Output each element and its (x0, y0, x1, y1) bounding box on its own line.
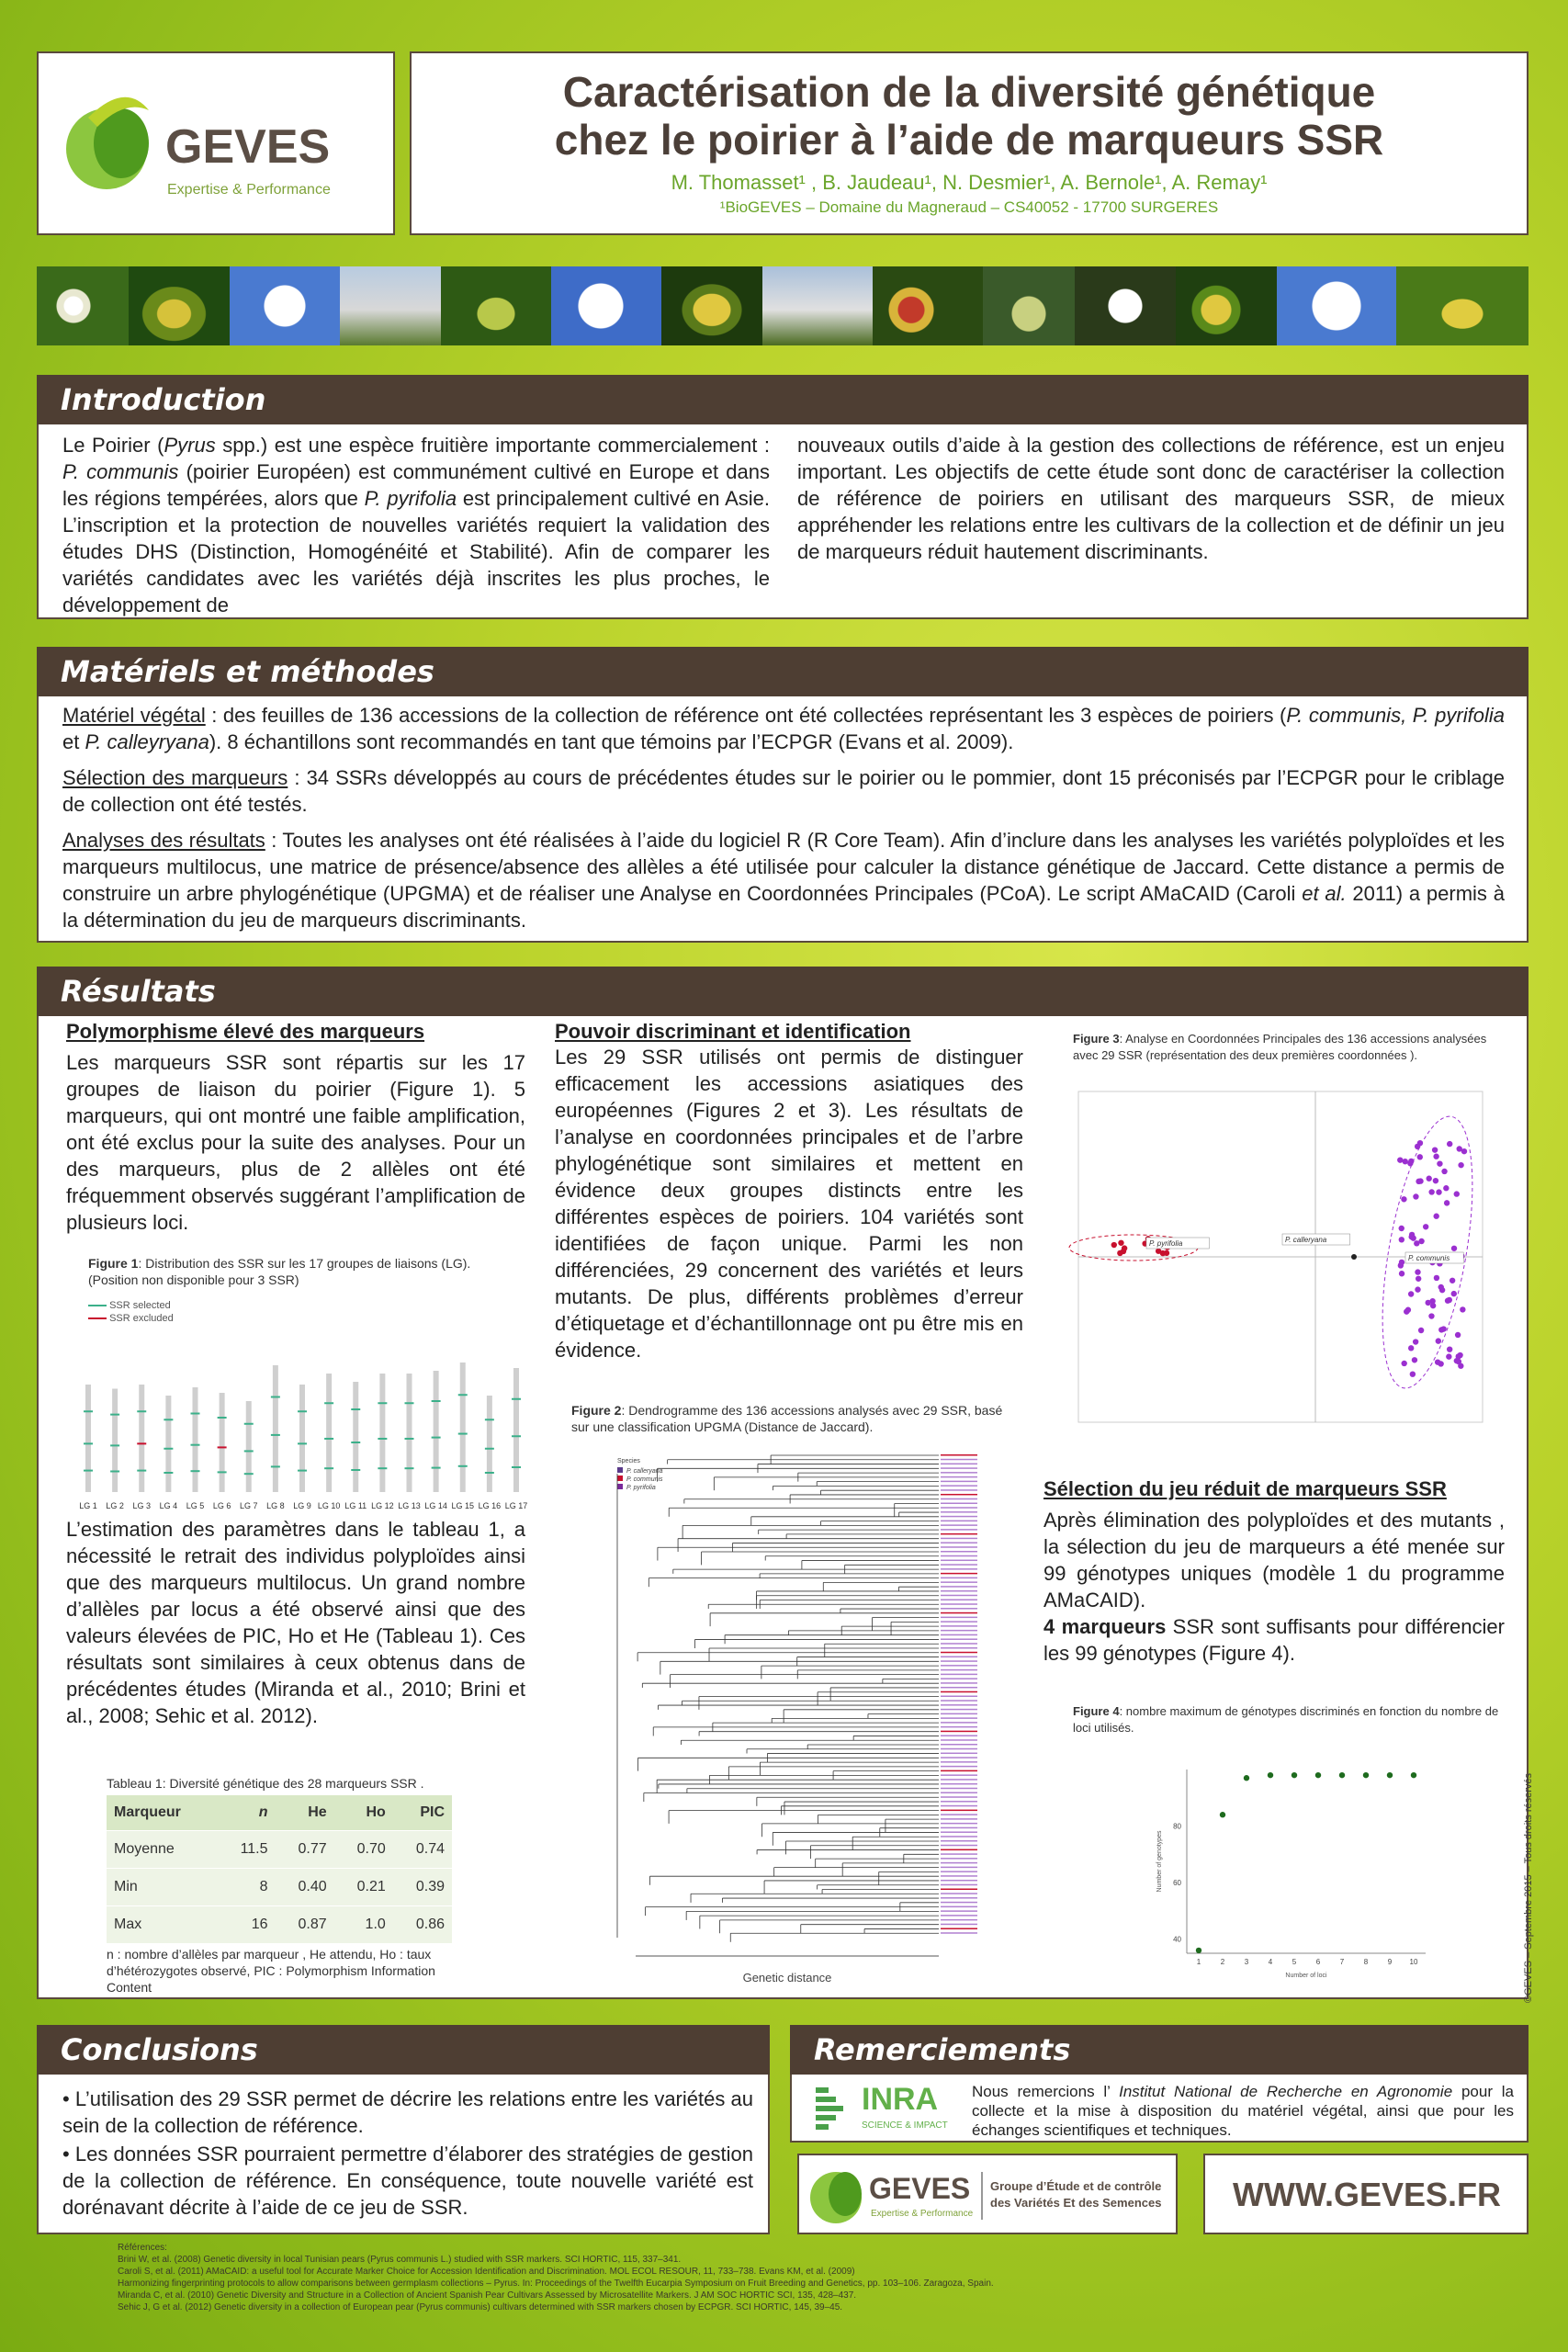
fig1-lg-bar (487, 1396, 492, 1492)
table1-cell: 0.87 (276, 1906, 334, 1944)
fig3-point-communis (1399, 1271, 1404, 1276)
fig4-point (1244, 1775, 1249, 1781)
fig3-point-communis (1410, 1371, 1416, 1376)
references-title: Références: (118, 2243, 167, 2253)
table1-header-4: PIC (393, 1795, 452, 1831)
fig3-point-communis (1399, 1237, 1404, 1242)
geves-footer-tagline: Expertise & Performance (871, 2209, 974, 2219)
photo-red-pears (873, 266, 983, 345)
fig2-tree (617, 1455, 939, 1942)
website-link[interactable]: WWW.GEVES.FR (1233, 2176, 1501, 2213)
fig4-point (1363, 1772, 1369, 1778)
fig1-lg-label: LG 1 (79, 1501, 97, 1510)
affiliation: ¹BioGEVES – Domaine du Magneraud – CS40052 - 17700 SURGERES (719, 198, 1219, 216)
fig2-dendrogram (553, 1437, 1031, 1988)
fig4-chart (1150, 1760, 1444, 1981)
fig1-lg-bar (273, 1365, 278, 1492)
fig1-lg-label: LG 14 (424, 1501, 447, 1510)
fig3-point-pyrifolia (1111, 1242, 1117, 1248)
fig3-point-communis (1436, 1189, 1441, 1194)
title-box (410, 51, 1529, 235)
fig3-point-communis (1451, 1246, 1457, 1251)
copyright: ©GEVES – Septembre 2015 – Tous droits réservés (1523, 1772, 1534, 2003)
fig3-point-communis (1408, 1291, 1414, 1296)
fig3-point-communis (1447, 1346, 1452, 1351)
poster-title-line2: chez le poirier à l’aide de marqueurs SSR (554, 116, 1384, 164)
thanks-panel (790, 2075, 1529, 2143)
fig4-y-tick: 40 (1173, 1935, 1181, 1944)
fig3-point-communis (1458, 1162, 1463, 1168)
results-col1-p2: L’estimation des paramètres dans le tableau 1, a nécessité le retrait des individus polyploïdes ainsi que des marqueurs multilocus. Un grand nombre d’allèles par locus a été observé ainsi que des valeurs élevées de PIC, Ho et He (Tableau 1). Ces résultats sont similaires à ceux obtenus dans de précédentes études (Miranda et al., 2010; Brini et al., 2008; Sehic et al. 2012). (66, 1518, 525, 1727)
fig3-point-communis (1428, 1313, 1434, 1318)
fig2-caption: Figure 2: Dendrogramme des 136 accessions analysés avec 29 SSR, basé sur une classification UPGMA (Distance de Jaccard). (571, 1403, 1003, 1434)
fig3-pcoa (1060, 1082, 1501, 1450)
fig3-point-communis (1416, 1179, 1421, 1184)
fig1-caption: Figure 1: Distribution des SSR sur les 17 groupes de liaisons (LG). (Position non disponible pour 3 SSR) (88, 1256, 471, 1287)
fig4-x-tick: 4 (1268, 1958, 1273, 1966)
fig1-lg-bar (326, 1374, 332, 1492)
results-col3-p2: 4 marqueurs SSR sont suffisants pour différencier les 99 génotypes (Figure 4). (1043, 1615, 1505, 1665)
fig1-lg-label: LG 7 (239, 1501, 258, 1510)
fig3-point-communis (1408, 1345, 1414, 1351)
fig4-x-tick: 3 (1244, 1958, 1249, 1966)
fig3-point-communis (1401, 1196, 1406, 1202)
table1-note: n : nombre d’allèles par marqueur , He attendu, Ho : taux d’hétérozygotes observé, PIC : Polymorphism Information Content (107, 1947, 435, 1995)
table1-header-2: He (276, 1795, 334, 1831)
table1-header-row (107, 1795, 452, 1831)
fig3-point-communis (1428, 1189, 1434, 1194)
table1-cell: Max (107, 1906, 218, 1944)
fig1-lg-label: LG 11 (344, 1501, 367, 1510)
table1-cell: 0.40 (276, 1869, 334, 1906)
geves-group-line2: des Variétés Et des Semences (990, 2196, 1162, 2210)
fig3-point-communis (1434, 1275, 1439, 1281)
fig4-point (1196, 1948, 1201, 1953)
table1-cell: 0.74 (393, 1831, 452, 1869)
thanks-text: Nous remercions l’ Institut National de Recherche en Agronomie pour la collecte et la mise à disposition du matériel végétal, ainsi que pour les échanges scientifiques et techniques. (972, 2083, 1515, 2139)
table1-caption: Tableau 1: Diversité génétique des 28 marqueurs SSR . (107, 1776, 424, 1791)
logo-tagline: Expertise & Performance (167, 182, 331, 198)
fig3-point-communis (1433, 1178, 1438, 1183)
fig3-point-communis (1438, 1327, 1444, 1332)
fig3-point-communis (1429, 1298, 1435, 1304)
table1-row (107, 1906, 452, 1944)
table1-cell: 1.0 (334, 1906, 393, 1944)
fig1-lg-label: LG 12 (371, 1501, 394, 1510)
fig1-lg-label: LG 13 (398, 1501, 421, 1510)
fig4-y-label: Number of genotypes (1156, 1830, 1163, 1893)
fig3-point-communis (1416, 1276, 1421, 1282)
fig3-point-communis (1456, 1353, 1461, 1359)
table1-cell: 11.5 (218, 1831, 276, 1869)
fig3-point-communis (1444, 1200, 1450, 1205)
fig3-point-communis (1417, 1154, 1423, 1159)
photo-pear-fruit (129, 266, 230, 345)
fig3-point-communis (1399, 1226, 1404, 1231)
fig1-lg-bar (407, 1374, 412, 1492)
table1-cell: Moyenne (107, 1831, 218, 1869)
fig3-point-communis (1438, 1361, 1443, 1366)
inra-name: INRA (862, 2082, 939, 2117)
fig4-point (1268, 1772, 1273, 1778)
fig4-y-tick: 80 (1173, 1822, 1181, 1831)
fig1-chart (57, 1329, 535, 1521)
fig1-lg-bar (513, 1368, 519, 1492)
fig2-leaf-labels (941, 1454, 977, 1934)
thanks-heading: Remerciements (790, 2025, 1529, 2075)
introduction-col2: nouveaux outils d’aide à la gestion des collections de référence, est un enjeu important. Les objectifs de cette étude sont donc de caractériser la collection de référence de poiriers en utilisant des marqueurs SSR, de mieux appréhender les relations entre les cultivars de la collection et de définir un jeu de marqueurs réduit hautement discriminants. (797, 434, 1505, 563)
fig1-lg-bar (220, 1393, 225, 1492)
fig3-point-calleryana (1351, 1254, 1357, 1260)
photo-blossom-blue (551, 266, 661, 345)
fig4-x-tick: 10 (1409, 1958, 1418, 1966)
fig1-lg-bar (165, 1396, 171, 1492)
fig3-point-communis (1433, 1154, 1438, 1159)
inra-tagline: SCIENCE & IMPACT (862, 2120, 948, 2131)
reference-item: Caroli S, et al. (2011) AMaCAID: a useful tool for Accurate Marker Choice for Accession Identification and Discrimination. MOL ECOL RESOUR, 11, 733–738. Evans KM, et al. (2009) (118, 2267, 855, 2277)
fig1-lg-label: LG 3 (132, 1501, 152, 1510)
fig3-point-communis (1436, 1338, 1441, 1343)
fig3-point-communis (1415, 1286, 1420, 1292)
geves-footer-logo (797, 2154, 1178, 2234)
fig3-point-pyrifolia (1117, 1250, 1122, 1256)
fig3-point-communis (1415, 1144, 1420, 1149)
fig3-point-communis (1413, 1339, 1418, 1344)
fig3-point-communis (1443, 1185, 1449, 1191)
photo-pear-blossom (37, 266, 129, 345)
fig3-point-communis (1415, 1269, 1420, 1274)
fig1-lg-label: LG 15 (451, 1501, 475, 1510)
fig3-point-communis (1456, 1359, 1461, 1364)
table1-cell: 16 (218, 1906, 276, 1944)
geves-logo-icon (61, 90, 162, 200)
fig4-x-label: Number of loci (1285, 1973, 1327, 1979)
table1-cell: 0.39 (393, 1869, 452, 1906)
fig1-lg-bar (193, 1387, 198, 1492)
table1-cell: 0.77 (276, 1831, 334, 1869)
fig1-lg-label: LG 9 (293, 1501, 311, 1510)
methods-heading: Matériels et méthodes (37, 647, 1529, 696)
methods-marker-selection: Sélection des marqueurs : 34 SSRs développés au cours de précédentes études sur le poirier ou le pommier, dont 15 préconisés par l’ECPGR pour le criblage de collection ont été testés. (62, 766, 1505, 816)
photo-pear-yellow (661, 266, 762, 345)
fig3-species-label: P. calleryana (1285, 1236, 1327, 1244)
fig4-point (1411, 1772, 1416, 1778)
authors: M. Thomasset¹ , B. Jaudeau¹, N. Desmier¹, A. Bernole¹, A. Remay¹ (671, 171, 1268, 194)
fig3-point-communis (1446, 1353, 1451, 1359)
fig3-caption: Figure 3: Analyse en Coordonnées Principales des 136 accessions analysées avec 29 SSR (représentation des deux premières coordonnées ). (1073, 1032, 1487, 1062)
fig3-point-communis (1451, 1291, 1457, 1296)
methods-plant-material: Matériel végétal : des feuilles de 136 accessions de la collection de référence ont été collectées représentant les 3 espèces de poiriers (P. communis, P. pyrifolia et P. calleyryana). 8 échantillons sont recommandés en tant que témoins par l’ECPGR (Evans et al. 2009). (62, 704, 1505, 753)
conclusions-heading: Conclusions (37, 2025, 770, 2075)
references (118, 2242, 1404, 2313)
fig3-point-communis (1408, 1159, 1414, 1164)
fig3-point-communis (1441, 1169, 1447, 1174)
introduction-col1: Le Poirier (Pyrus spp.) est une espèce fruitière importante commercialement : P. communis (poirier Européen) est communément cultivé en Europe et dans les régions tempérées, alors que P. pyrifolia est principalement cultivé en Asie. L’inscription et la protection de nouvelles variétés requiert la validation des études DHS (Distinction, Homogénéité et Stabilité). Afin de comparer les variétés candidates avec les variétés déjà inscrites les plus proches, le développement de (62, 434, 771, 616)
inra-logo-icon (812, 2080, 858, 2135)
fig3-point-communis (1455, 1332, 1461, 1338)
fig3-point-communis (1454, 1191, 1460, 1196)
fig3-point-communis (1413, 1193, 1418, 1199)
fig1-lg-label: LG 5 (186, 1501, 205, 1510)
fig4-point (1292, 1772, 1297, 1778)
fig2-axis-label: Genetic distance (742, 1971, 832, 1984)
fig4-x-tick: 6 (1315, 1958, 1321, 1966)
table1 (107, 1795, 452, 1943)
photo-pear-single (983, 266, 1075, 345)
fig3-point-communis (1439, 1287, 1445, 1293)
fig3-point-communis (1447, 1141, 1452, 1147)
reference-item: Brini W, et al. (2008) Genetic diversity in local Tunisian pears (Pyrus communis L.) studied with SSR markers. SCI HORTIC, 115, 337–341. (118, 2255, 682, 2265)
fig1-legend: SSR selected SSR excluded (88, 1299, 174, 1325)
fig1-lg-bar (379, 1374, 385, 1492)
geves-group-line1: Groupe d’Étude et de contrôle (990, 2179, 1162, 2193)
fig4-x-tick: 9 (1387, 1958, 1393, 1966)
reference-item: Harmonizing fingerprinting protocols to allow comparisons between germplasm collections – Pyrus. In: Proceedings of the Twelfth Eucarpia Symposium on Fruit Breeding and Genetics, pp. 103–106. Zaragoza, Spain. (118, 2278, 994, 2289)
fig1-lg-bar (139, 1385, 144, 1492)
results-panel (37, 1016, 1529, 1999)
fig4-x-tick: 8 (1363, 1958, 1369, 1966)
fig1-lg-label: LG 10 (317, 1501, 341, 1510)
fig4-point (1387, 1772, 1393, 1778)
table1-cell: 0.86 (393, 1906, 452, 1944)
results-col2-text: Les 29 SSR utilisés ont permis de distinguer efficacement les accessions asiatiques des européennes (Figures 2 et 3). Les résultats de l’analyse en coordonnées principales et de l’arbre phylogénétique sont similaires et mettent en évidence deux groupes distincts entre les différentes espèces de poiriers. 104 variétés sont identifiées de façon unique. Parmi les non différenciées, 29 concernent des variétés et leurs mutants. De plus, différents problèmes d’erreur d’étiquetage et d’échantillonnage ont pu être mis en évidence. (555, 1046, 1023, 1362)
conclusion-2: • Les données SSR pourraient permettre d’élaborer des stratégies de gestion de la collection de référence. En conséquence, toute nouvelle variété est dorénavant décrite à l’aide de ce jeu de SSR. (62, 2143, 753, 2219)
fig3-point-pyrifolia (1156, 1249, 1161, 1254)
fig3-point-communis (1418, 1238, 1424, 1244)
results-heading: Résultats (37, 967, 1529, 1016)
website-box (1203, 2154, 1529, 2234)
fig1-lg-bar (85, 1385, 91, 1492)
fig4-point (1220, 1812, 1225, 1817)
geves-footer-logo-icon (807, 2163, 871, 2227)
fig3-point-communis (1427, 1176, 1432, 1182)
logo-box (37, 51, 395, 235)
fig2-legend-swatch (617, 1476, 623, 1481)
fig2-legend-swatch (617, 1467, 623, 1473)
fig3-point-communis (1460, 1306, 1465, 1312)
fig1-lg-label: LG 16 (478, 1501, 502, 1510)
fig2-legend-swatch (617, 1484, 623, 1489)
fig3-point-communis (1408, 1234, 1414, 1239)
fig4-caption: Figure 4: nombre maximum de génotypes discriminés en fonction du nombre de loci utilisés. (1073, 1704, 1499, 1735)
fig3-point-communis (1397, 1157, 1403, 1162)
fig3-point-communis (1401, 1361, 1406, 1366)
fig3-point-communis (1418, 1328, 1424, 1333)
fig1-lg-label: LG 17 (504, 1501, 528, 1510)
methods-text (62, 702, 1505, 933)
photo-blossom-sky (230, 266, 340, 345)
results-col1-p1: Les marqueurs SSR sont répartis sur les 17 groupes de liaison du poirier (Figure 1). 5 marqueurs, qui ont montré une faible amplification, ont été exclus pour la suite des analyses. Pour un des marqueurs, plus de 2 allèles ont été fréquemment observés suggérant l’amplification de plusieurs loci. (66, 1051, 525, 1234)
photo-orchard (340, 266, 441, 345)
poster-title-line1: Caractérisation de la diversité génétique (562, 68, 1376, 116)
table1-cell: Min (107, 1869, 218, 1906)
fig4-x-tick: 2 (1220, 1958, 1225, 1966)
fig3-point-communis (1403, 1159, 1408, 1164)
fig3-point-communis (1450, 1278, 1455, 1283)
fig3-point-pyrifolia (1118, 1240, 1123, 1246)
photo-blossom-sky2 (1277, 266, 1396, 345)
fig4-x-tick: 7 (1339, 1958, 1345, 1966)
fig4-x-tick: 1 (1196, 1958, 1201, 1966)
fig4-point (1339, 1772, 1345, 1778)
fig1-lg-label: LG 6 (212, 1501, 231, 1510)
results-col2-title: Pouvoir discriminant et identification (555, 1020, 911, 1043)
results-col3-title: Sélection du jeu réduit de marqueurs SSR (1043, 1477, 1447, 1500)
fig3-species-label: P. pyrifolia (1149, 1239, 1183, 1248)
fig3-point-communis (1433, 1214, 1438, 1219)
fig3-point-communis (1461, 1148, 1467, 1154)
introduction-heading: Introduction (37, 375, 1529, 424)
fig3-point-communis (1432, 1147, 1438, 1152)
fig3-point-communis (1447, 1297, 1452, 1303)
fig1-lg-bar (246, 1401, 252, 1492)
logo-name: GEVES (165, 120, 331, 174)
fig1-lg-label: LG 8 (266, 1501, 285, 1510)
reference-item: Sehic J, G et al. (2012) Genetic diversity in a collection of European pear (Pyrus communis) cultivars determined with SSR markers chosen by ECPGR. SCI HORTIC, 145, 39–45. (118, 2302, 843, 2312)
fig4-point (1315, 1772, 1321, 1778)
fig3-point-communis (1423, 1224, 1428, 1229)
fig1-lg-bar (353, 1382, 358, 1492)
fig3-species-label: P. communis (1408, 1254, 1450, 1262)
fig2-legend-item: P. communis (626, 1476, 663, 1483)
table1-cell: 8 (218, 1869, 276, 1906)
inra-logo (812, 2080, 950, 2137)
table1-cell: 0.70 (334, 1831, 393, 1869)
fig2-legend-title: Species (617, 1458, 640, 1464)
results-col1-title: Polymorphisme élevé des marqueurs (66, 1020, 425, 1043)
fig4-x-tick: 5 (1292, 1958, 1297, 1966)
table1-header-3: Ho (334, 1795, 393, 1831)
photo-pear-green (441, 266, 551, 345)
fig3-point-communis (1398, 1262, 1404, 1268)
table1-header-1: n (218, 1795, 276, 1831)
methods-analysis: Analyses des résultats : Toutes les analyses ont été réalisées à l’aide du logiciel R (R Core Team). Afin d’inclure dans les analyses les variétés polyploïdes et les marqueurs multilocus, une matrice de présence/absence des allèles a été utilisée pour calculer la distance génétique de Jaccard. Cette distance a permis de construire un arbre phylogénétique (UPGMA) et de réaliser une Analyse en Coordonnées Principales (PCoA). Le script AMaCAID (Caroli et al. 2011) a permis à la détermination du jeu de marqueurs discriminants. (62, 829, 1506, 932)
fig1-lg-bar (460, 1363, 466, 1492)
geves-footer-divider (981, 2172, 983, 2220)
photo-pears-cluster (1176, 266, 1277, 345)
fig4-y-tick: 60 (1173, 1879, 1181, 1888)
fig1-lg-label: LG 2 (106, 1501, 124, 1510)
fig2-legend-item: P. calleryana (626, 1468, 663, 1475)
reference-item: Miranda C, et al. (2010) Genetic Diversity and Structure in a Collection of Ancient Spanish Pear Cultivars Assessed by Microsatellite Markers. J AM SOC HORTIC SCI, 135, 428–437. (118, 2290, 857, 2301)
methods-panel (37, 696, 1529, 943)
fig3-point-communis (1437, 1160, 1442, 1166)
table1-row (107, 1869, 452, 1906)
results-col3-p1: Après élimination des polyploïdes et des mutants , la sélection du jeu de marqueurs a été menée sur 99 génotypes uniques (modèle 1 du programme AMaCAID). (1043, 1509, 1505, 1611)
fig1-lg-bar (112, 1389, 118, 1493)
fig1-lg-bar (434, 1371, 439, 1492)
fig2-legend-item: P. pyrifolia (626, 1485, 656, 1491)
fig1-lg-label: LG 4 (159, 1501, 178, 1510)
fig3-point-communis (1412, 1357, 1417, 1363)
fig1-lg-bar (299, 1385, 305, 1492)
conclusion-1: • L’utilisation des 29 SSR permet de décrire les relations entre les variétés au sein de la collection de référence. (62, 2087, 753, 2137)
photo-strip (37, 266, 1529, 345)
photo-orchard-rows (762, 266, 873, 345)
conclusions-panel (37, 2075, 770, 2234)
fig3-point-communis (1405, 1307, 1411, 1313)
table1-cell: 0.21 (334, 1869, 393, 1906)
photo-pear-leaves (1396, 266, 1529, 345)
table1-row (107, 1831, 452, 1869)
geves-footer-name: GEVES (869, 2172, 971, 2205)
photo-blossom-dark (1075, 266, 1176, 345)
table1-header-0: Marqueur (107, 1795, 218, 1831)
introduction-panel (37, 424, 1529, 619)
